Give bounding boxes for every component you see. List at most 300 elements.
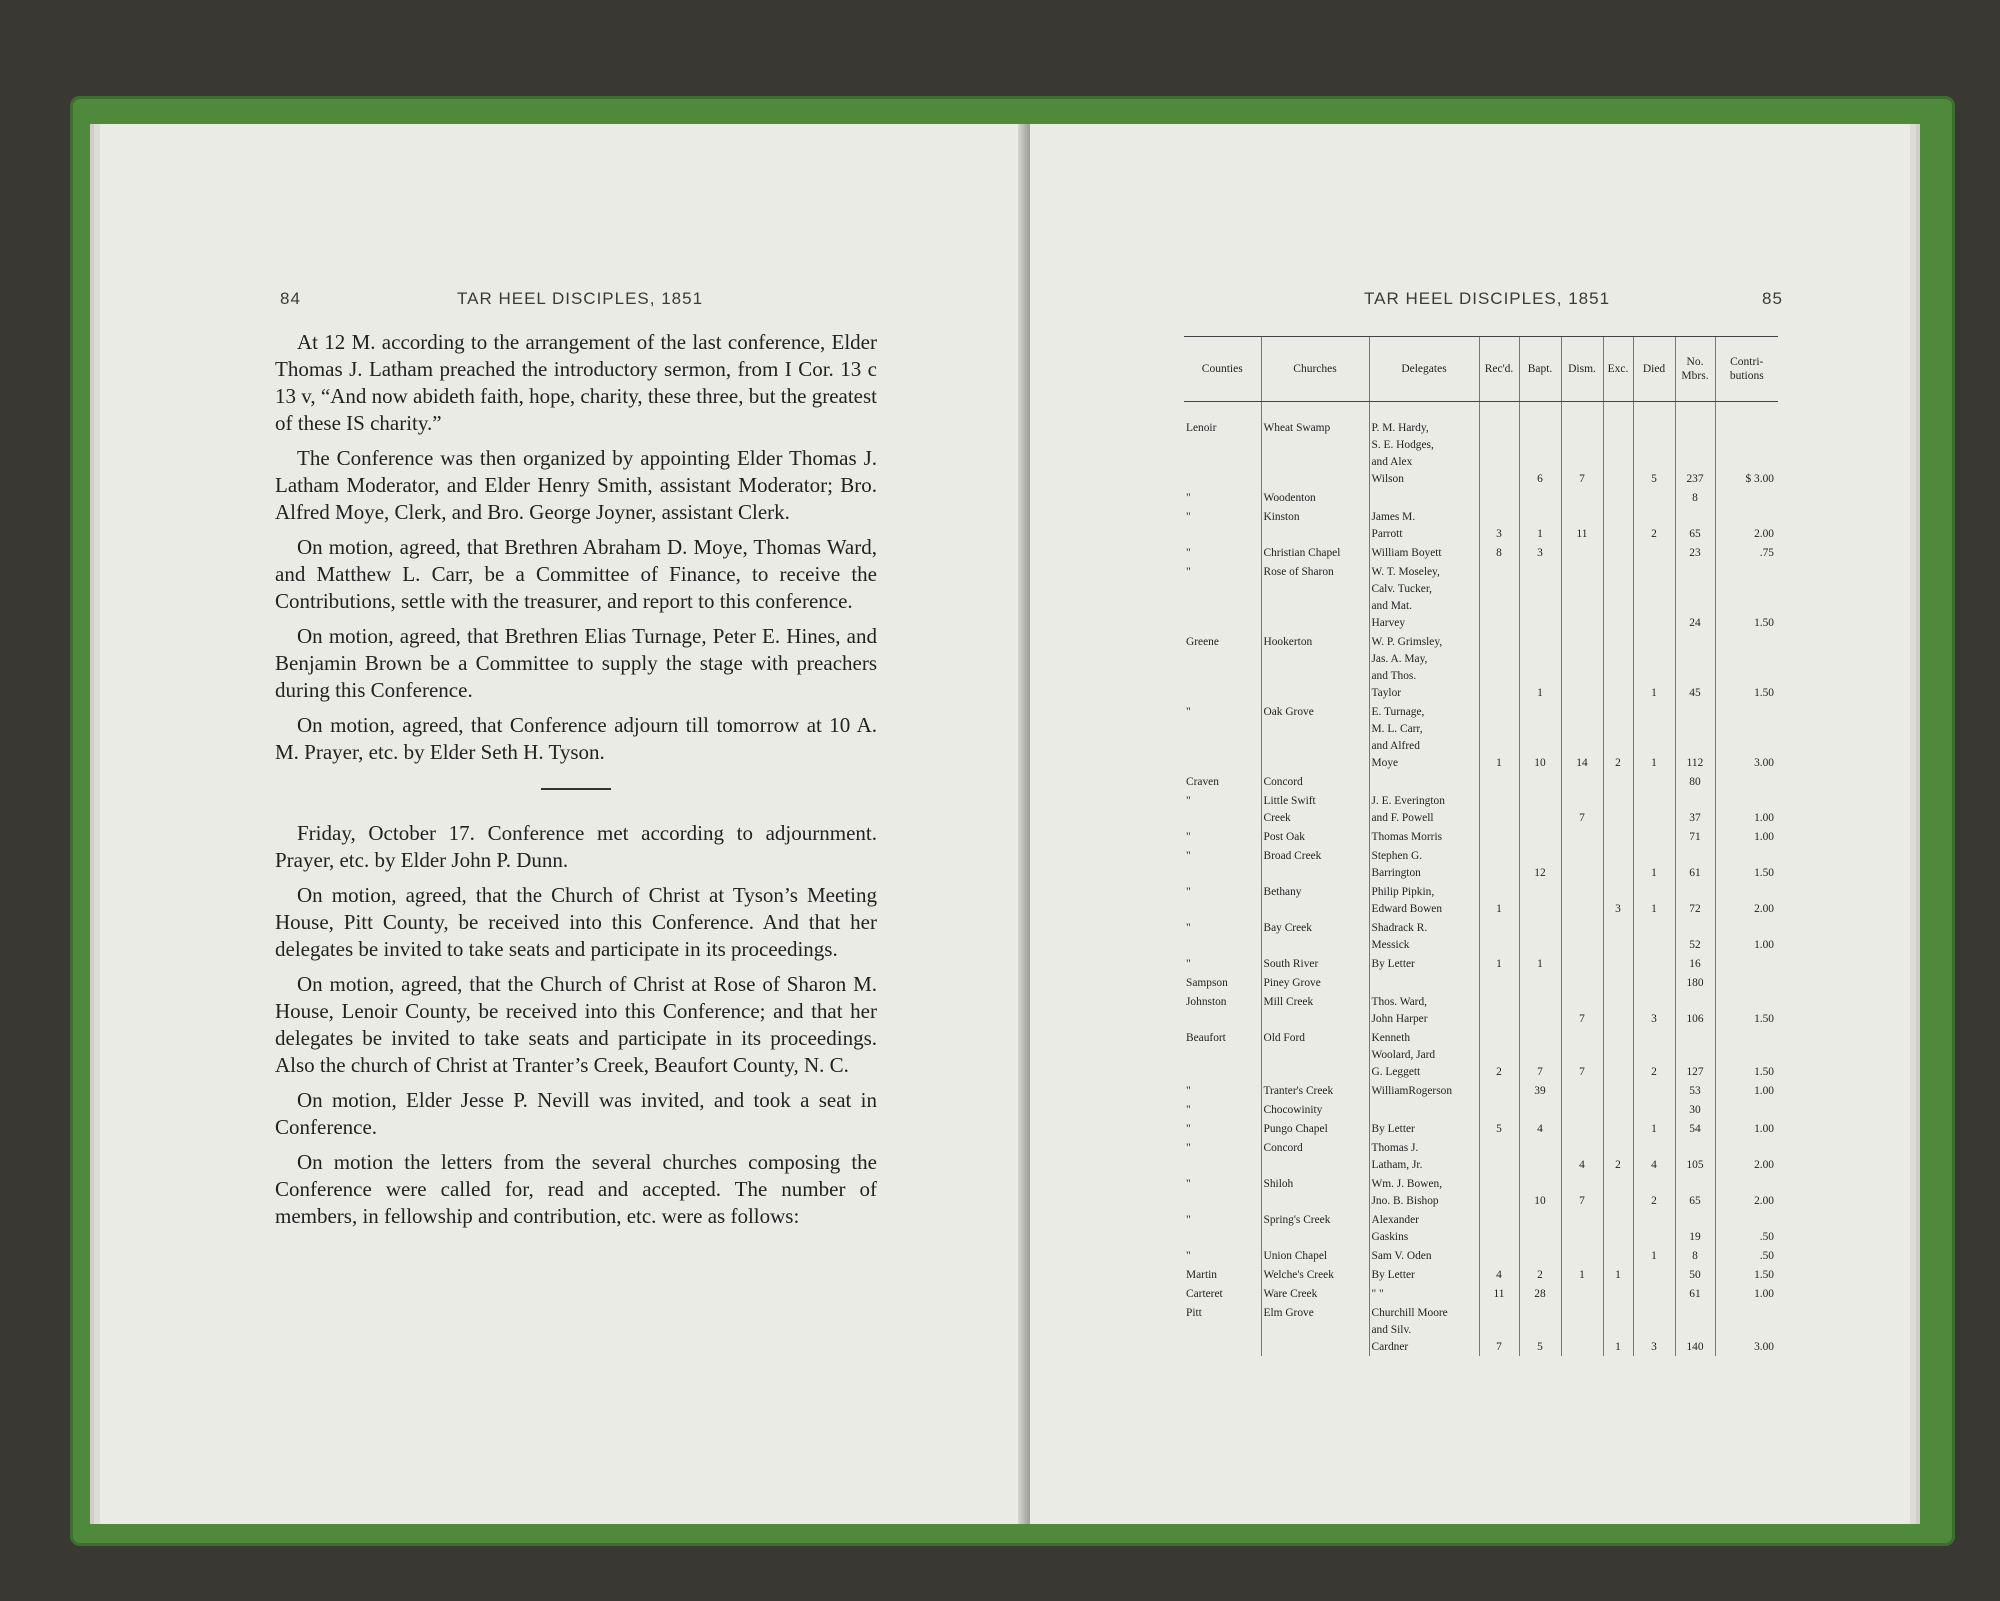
- table-cell: [1603, 791, 1633, 827]
- table-row: [1184, 1303, 1778, 1356]
- left-page: [100, 124, 1025, 1524]
- table-cell: Johnston: [1186, 996, 1227, 1008]
- table-cell: Kenneth Woolard, Jard G. Leggett: [1369, 1028, 1479, 1081]
- table-cell: By Letter: [1369, 1265, 1479, 1284]
- table-cell: 1.50: [1715, 846, 1778, 882]
- table-row: [1184, 1174, 1778, 1210]
- paragraph: On motion, agreed, that Conference adjourn till tomorrow at 10 A. M. Prayer, etc. by Elder Seth H. Tyson.: [275, 713, 877, 764]
- table-row: [1184, 507, 1778, 543]
- table-cell: ": [1186, 1085, 1191, 1097]
- table-cell: [1561, 1100, 1603, 1119]
- table-cell: 127: [1675, 1028, 1715, 1081]
- table-cell: 1.50: [1715, 562, 1778, 632]
- table-cell: 1: [1479, 882, 1519, 918]
- table-cell: [1603, 1284, 1633, 1303]
- table-cell: [1519, 992, 1561, 1028]
- table-cell: 1: [1519, 507, 1561, 543]
- table-row: [1184, 772, 1778, 791]
- table-cell: ": [1186, 511, 1191, 523]
- table-row: [1184, 918, 1778, 954]
- table-cell: 2: [1633, 507, 1675, 543]
- table-cell: ": [1186, 566, 1191, 578]
- table-cell: 106: [1675, 992, 1715, 1028]
- table-cell: 7: [1561, 1174, 1603, 1210]
- table-cell: [1633, 543, 1675, 562]
- table-cell: [1479, 1210, 1519, 1246]
- column-header: Dism.: [1561, 337, 1603, 402]
- table-cell: 237: [1675, 402, 1715, 489]
- table-cell: 112: [1675, 702, 1715, 772]
- table-cell: J. E. Everington and F. Powell: [1369, 791, 1479, 827]
- table-cell: Lenoir: [1186, 422, 1217, 434]
- table-cell: [1519, 973, 1561, 992]
- table-cell: 2.00: [1715, 1174, 1778, 1210]
- table-cell: 7: [1479, 1303, 1519, 1356]
- table-cell: [1369, 772, 1479, 791]
- table-row: [1184, 992, 1778, 1028]
- table-cell: ": [1186, 795, 1191, 807]
- table-row: [1184, 632, 1778, 702]
- table-cell: [1519, 827, 1561, 846]
- page-number-left: 84: [280, 289, 301, 308]
- table-cell: 12: [1519, 846, 1561, 882]
- table-cell: [1561, 1303, 1603, 1356]
- table-cell: 52: [1675, 918, 1715, 954]
- table-cell: 2: [1603, 1138, 1633, 1174]
- table-cell: 5: [1633, 402, 1675, 489]
- table-cell: Oak Grove: [1261, 702, 1369, 772]
- table-cell: By Letter: [1369, 1119, 1479, 1138]
- table-cell: 2: [1519, 1265, 1561, 1284]
- table-cell: Sampson: [1186, 977, 1228, 989]
- table-cell: $ 3.00: [1715, 402, 1778, 489]
- table-row: [1184, 1210, 1778, 1246]
- table-row: [1184, 1284, 1778, 1303]
- table-cell: [1715, 973, 1778, 992]
- column-header: Counties: [1184, 337, 1261, 402]
- table-cell: " ": [1369, 1284, 1479, 1303]
- table-cell: P. M. Hardy, S. E. Hodges, and Alex Wilson: [1369, 402, 1479, 489]
- table-cell: [1561, 973, 1603, 992]
- table-cell: 1.00: [1715, 791, 1778, 827]
- table-cell: 3: [1603, 882, 1633, 918]
- table-row: [1184, 1119, 1778, 1138]
- table-cell: Mill Creek: [1261, 992, 1369, 1028]
- table-cell: 19: [1675, 1210, 1715, 1246]
- table-cell: [1603, 543, 1633, 562]
- table-cell: 105: [1675, 1138, 1715, 1174]
- table-cell: 3: [1519, 543, 1561, 562]
- table-cell: 11: [1479, 1284, 1519, 1303]
- table-cell: 3.00: [1715, 702, 1778, 772]
- table-cell: [1603, 918, 1633, 954]
- table-cell: 7: [1561, 402, 1603, 489]
- table-cell: Wheat Swamp: [1261, 402, 1369, 489]
- table-cell: 7: [1561, 791, 1603, 827]
- table-cell: 1: [1519, 632, 1561, 702]
- table-cell: Broad Creek: [1261, 846, 1369, 882]
- table-cell: 1: [1633, 882, 1675, 918]
- table-cell: 65: [1675, 507, 1715, 543]
- table-cell: Post Oak: [1261, 827, 1369, 846]
- table-cell: [1519, 1246, 1561, 1265]
- table-cell: 3: [1633, 992, 1675, 1028]
- table-cell: ": [1186, 958, 1191, 970]
- table-cell: [1603, 992, 1633, 1028]
- table-row: [1184, 402, 1778, 489]
- table-cell: 7: [1561, 992, 1603, 1028]
- table-cell: 7: [1519, 1028, 1561, 1081]
- table-cell: [1519, 772, 1561, 791]
- table-cell: 80: [1675, 772, 1715, 791]
- table-cell: [1479, 1174, 1519, 1210]
- table-cell: ": [1186, 850, 1191, 862]
- column-header: Rec'd.: [1479, 337, 1519, 402]
- table-cell: [1519, 562, 1561, 632]
- table-row: [1184, 1028, 1778, 1081]
- table-cell: [1479, 772, 1519, 791]
- table-cell: [1633, 827, 1675, 846]
- table-cell: [1479, 791, 1519, 827]
- table-cell: [1479, 846, 1519, 882]
- table-cell: [1715, 954, 1778, 973]
- table-cell: [1479, 402, 1519, 489]
- table-cell: 1: [1561, 1265, 1603, 1284]
- table-cell: 5: [1479, 1119, 1519, 1138]
- table-cell: 65: [1675, 1174, 1715, 1210]
- table-cell: [1479, 488, 1519, 507]
- table-row: [1184, 702, 1778, 772]
- table-cell: [1561, 954, 1603, 973]
- church-statistics-table: [1184, 336, 1778, 1356]
- table-cell: [1561, 632, 1603, 702]
- table-cell: [1479, 1100, 1519, 1119]
- table-cell: 11: [1561, 507, 1603, 543]
- table-cell: ": [1186, 1250, 1191, 1262]
- table-cell: 180: [1675, 973, 1715, 992]
- table-row: [1184, 1138, 1778, 1174]
- table-cell: [1603, 827, 1633, 846]
- table-row: [1184, 1265, 1778, 1284]
- table-cell: Sam V. Oden: [1369, 1246, 1479, 1265]
- table-cell: [1603, 1028, 1633, 1081]
- table-row: [1184, 562, 1778, 632]
- table-cell: [1561, 1081, 1603, 1100]
- table-cell: [1633, 1100, 1675, 1119]
- table-cell: [1369, 1100, 1479, 1119]
- table-cell: [1603, 1100, 1633, 1119]
- table-cell: [1479, 632, 1519, 702]
- table-cell: Stephen G. Barrington: [1369, 846, 1479, 882]
- table-cell: [1519, 488, 1561, 507]
- column-header: Bapt.: [1519, 337, 1561, 402]
- table-cell: 72: [1675, 882, 1715, 918]
- table-cell: [1603, 562, 1633, 632]
- table-cell: Spring's Creek: [1261, 1210, 1369, 1246]
- table-cell: WilliamRogerson: [1369, 1081, 1479, 1100]
- table-cell: [1633, 488, 1675, 507]
- table-cell: 1: [1479, 702, 1519, 772]
- table-cell: Pungo Chapel: [1261, 1119, 1369, 1138]
- table-cell: [1715, 488, 1778, 507]
- table-cell: 3.00: [1715, 1303, 1778, 1356]
- table-cell: Elm Grove: [1261, 1303, 1369, 1356]
- table-cell: [1603, 772, 1633, 791]
- table-cell: Carteret: [1186, 1288, 1223, 1300]
- table-cell: Kinston: [1261, 507, 1369, 543]
- paragraph: On motion, agreed, that Brethren Abraham D. Moye, Thomas Ward, and Matthew L. Carr, be a Committee of Finance, to receive the Contributions, settle with the treasurer, and report to this conference.: [275, 535, 877, 613]
- table-cell: Bethany: [1261, 882, 1369, 918]
- table-cell: Thomas J. Latham, Jr.: [1369, 1138, 1479, 1174]
- table-cell: 1.00: [1715, 827, 1778, 846]
- table-cell: 8: [1675, 488, 1715, 507]
- table-cell: 7: [1561, 1028, 1603, 1081]
- table-cell: 4: [1479, 1265, 1519, 1284]
- table-cell: 2.00: [1715, 507, 1778, 543]
- table-cell: Greene: [1186, 636, 1219, 648]
- table-cell: 1: [1633, 702, 1675, 772]
- table-cell: [1633, 973, 1675, 992]
- table-row: [1184, 1081, 1778, 1100]
- table-cell: [1603, 1210, 1633, 1246]
- paragraph: On motion, agreed, that Brethren Elias Turnage, Peter E. Hines, and Benjamin Brown be a Committee to supply the stage with preachers during this Conference.: [275, 624, 877, 702]
- table-cell: South River: [1261, 954, 1369, 973]
- paragraph: On motion, agreed, that the Church of Christ at Tyson’s Meeting House, Pitt County, be received into this Conference. And that her delegates be invited to take seats and participate in its proceedings.: [275, 883, 877, 961]
- table-cell: 1: [1603, 1303, 1633, 1356]
- paragraph: Friday, October 17. Conference met according to adjournment. Prayer, etc. by Elder John P. Dunn.: [275, 821, 877, 872]
- running-head-left: TAR HEEL DISCIPLES, 1851: [457, 289, 704, 308]
- table-cell: By Letter: [1369, 954, 1479, 973]
- table-cell: E. Turnage, M. L. Carr, and Alfred Moye: [1369, 702, 1479, 772]
- table-cell: 1.50: [1715, 992, 1778, 1028]
- table-cell: 140: [1675, 1303, 1715, 1356]
- table-cell: [1561, 882, 1603, 918]
- table-cell: 2.00: [1715, 882, 1778, 918]
- left-body-text: [275, 329, 877, 1238]
- table-cell: 1: [1633, 632, 1675, 702]
- table-cell: [1519, 1210, 1561, 1246]
- table-cell: Hookerton: [1261, 632, 1369, 702]
- table-cell: 23: [1675, 543, 1715, 562]
- table-cell: [1603, 1081, 1633, 1100]
- table-cell: Union Chapel: [1261, 1246, 1369, 1265]
- paragraph: On motion, agreed, that the Church of Christ at Rose of Sharon M. House, Lenoir County, be received into this Conference; and that her delegates be invited to take seats and participate in its proceedings. Also the church of Christ at Tranter’s Creek, Beaufort County, N. C.: [275, 972, 877, 1077]
- table-cell: Concord: [1261, 772, 1369, 791]
- table-cell: 1: [1519, 954, 1561, 973]
- paragraph: The Conference was then organized by appointing Elder Thomas J. Latham Moderator, and Elder Henry Smith, assistant Moderator; Bro. Alfred Moye, Clerk, and Bro. George Joyner, assistant Clerk.: [275, 446, 877, 524]
- table-cell: [1561, 1210, 1603, 1246]
- table-cell: .75: [1715, 543, 1778, 562]
- table-cell: 1: [1633, 1246, 1675, 1265]
- table-cell: Craven: [1186, 776, 1219, 788]
- table-cell: [1479, 1138, 1519, 1174]
- table-cell: [1633, 918, 1675, 954]
- table-cell: 10: [1519, 1174, 1561, 1210]
- table-cell: [1633, 1265, 1675, 1284]
- section-divider: [541, 788, 611, 790]
- table-cell: 28: [1519, 1284, 1561, 1303]
- table-cell: [1603, 846, 1633, 882]
- table-cell: 1: [1633, 1119, 1675, 1138]
- table-cell: [1561, 1284, 1603, 1303]
- table-cell: Thos. Ward, John Harper: [1369, 992, 1479, 1028]
- table-cell: 1.00: [1715, 1081, 1778, 1100]
- table-cell: ": [1186, 706, 1191, 718]
- table-cell: 24: [1675, 562, 1715, 632]
- table-cell: Alexander Gaskins: [1369, 1210, 1479, 1246]
- table-cell: [1603, 1119, 1633, 1138]
- page-number-right: 85: [1762, 289, 1783, 308]
- table-cell: [1603, 954, 1633, 973]
- table-cell: [1633, 1210, 1675, 1246]
- table-cell: [1479, 1246, 1519, 1265]
- table-cell: 5: [1519, 1303, 1561, 1356]
- table-cell: 6: [1519, 402, 1561, 489]
- table-cell: Martin: [1186, 1269, 1218, 1281]
- table-cell: .50: [1715, 1210, 1778, 1246]
- table-cell: Beaufort: [1186, 1032, 1226, 1044]
- table-cell: 16: [1675, 954, 1715, 973]
- table-cell: [1561, 1246, 1603, 1265]
- table-cell: Little Swift Creek: [1261, 791, 1369, 827]
- table-cell: [1715, 772, 1778, 791]
- table-cell: [1369, 488, 1479, 507]
- table-cell: 45: [1675, 632, 1715, 702]
- table-row: [1184, 882, 1778, 918]
- table-cell: [1603, 632, 1633, 702]
- table-cell: Woodenton: [1261, 488, 1369, 507]
- table-cell: [1519, 918, 1561, 954]
- table-cell: 3: [1633, 1303, 1675, 1356]
- table-cell: [1603, 973, 1633, 992]
- table-cell: 2: [1479, 1028, 1519, 1081]
- table-cell: 37: [1675, 791, 1715, 827]
- table-cell: Rose of Sharon: [1261, 562, 1369, 632]
- table-row: [1184, 488, 1778, 507]
- table-cell: [1369, 973, 1479, 992]
- table-cell: Shadrack R. Messick: [1369, 918, 1479, 954]
- table-row: [1184, 543, 1778, 562]
- table-cell: [1561, 772, 1603, 791]
- table-cell: ": [1186, 886, 1191, 898]
- table-cell: 39: [1519, 1081, 1561, 1100]
- table-cell: 53: [1675, 1081, 1715, 1100]
- column-header: No. Mbrs.: [1675, 337, 1715, 402]
- table-cell: 50: [1675, 1265, 1715, 1284]
- table-cell: ": [1186, 1104, 1191, 1116]
- table-cell: ": [1186, 1178, 1191, 1190]
- table-cell: [1603, 488, 1633, 507]
- table-cell: 8: [1675, 1246, 1715, 1265]
- table-row: [1184, 1100, 1778, 1119]
- column-header: Contri- butions: [1715, 337, 1778, 402]
- table-cell: [1479, 918, 1519, 954]
- table-cell: [1561, 918, 1603, 954]
- column-header: Died: [1633, 337, 1675, 402]
- table-cell: Ware Creek: [1261, 1284, 1369, 1303]
- table-cell: [1519, 1100, 1561, 1119]
- column-header: Churches: [1261, 337, 1369, 402]
- table-cell: [1603, 1246, 1633, 1265]
- table-cell: [1479, 1081, 1519, 1100]
- table-cell: [1519, 1138, 1561, 1174]
- table-cell: [1633, 791, 1675, 827]
- table-cell: [1603, 402, 1633, 489]
- table-row: [1184, 827, 1778, 846]
- table-cell: 1: [1633, 846, 1675, 882]
- table-cell: [1479, 992, 1519, 1028]
- table-cell: Wm. J. Bowen, Jno. B. Bishop: [1369, 1174, 1479, 1210]
- table-cell: 1.50: [1715, 1028, 1778, 1081]
- table-cell: ": [1186, 492, 1191, 504]
- table-cell: Old Ford: [1261, 1028, 1369, 1081]
- table-cell: [1603, 1174, 1633, 1210]
- table-cell: 30: [1675, 1100, 1715, 1119]
- table-cell: W. P. Grimsley, Jas. A. May, and Thos. Taylor: [1369, 632, 1479, 702]
- table-cell: 4: [1561, 1138, 1603, 1174]
- table-cell: William Boyett: [1369, 543, 1479, 562]
- table-cell: [1479, 827, 1519, 846]
- table-row: [1184, 1246, 1778, 1265]
- table-cell: 2.00: [1715, 1138, 1778, 1174]
- table-cell: Welche's Creek: [1261, 1265, 1369, 1284]
- table-cell: 1: [1603, 1265, 1633, 1284]
- table-cell: 8: [1479, 543, 1519, 562]
- table-cell: [1519, 791, 1561, 827]
- table-cell: 4: [1633, 1138, 1675, 1174]
- table-cell: Piney Grove: [1261, 973, 1369, 992]
- table-cell: 1.50: [1715, 632, 1778, 702]
- table-cell: [1561, 846, 1603, 882]
- table-cell: [1561, 488, 1603, 507]
- table-cell: 1: [1479, 954, 1519, 973]
- table-cell: 1.00: [1715, 1119, 1778, 1138]
- table-cell: [1633, 772, 1675, 791]
- column-header: Delegates: [1369, 337, 1479, 402]
- table-cell: James M. Parrott: [1369, 507, 1479, 543]
- table-row: [1184, 846, 1778, 882]
- table-cell: 14: [1561, 702, 1603, 772]
- table-cell: 2: [1603, 702, 1633, 772]
- table-row: [1184, 973, 1778, 992]
- table-cell: 1.00: [1715, 918, 1778, 954]
- table-cell: 71: [1675, 827, 1715, 846]
- table-cell: [1519, 882, 1561, 918]
- table-row: [1184, 791, 1778, 827]
- table-cell: [1561, 543, 1603, 562]
- table-cell: [1633, 1081, 1675, 1100]
- paragraph: On motion, Elder Jesse P. Nevill was invited, and took a seat in Conference.: [275, 1088, 877, 1139]
- right-page: [1030, 124, 1910, 1524]
- table-cell: ": [1186, 922, 1191, 934]
- table-cell: 3: [1479, 507, 1519, 543]
- table-cell: Churchill Moore and Silv. Cardner: [1369, 1303, 1479, 1356]
- table-cell: ": [1186, 547, 1191, 559]
- table-cell: Bay Creek: [1261, 918, 1369, 954]
- table-cell: 1.50: [1715, 1265, 1778, 1284]
- table-cell: 2: [1633, 1174, 1675, 1210]
- table-cell: [1603, 507, 1633, 543]
- table-cell: Thomas Morris: [1369, 827, 1479, 846]
- table-cell: Pitt: [1186, 1307, 1202, 1319]
- table-cell: Shiloh: [1261, 1174, 1369, 1210]
- paragraph: On motion the letters from the several churches composing the Conference were called for, read and accepted. The number of members, in fellowship and contribution, etc. were as follows:: [275, 1150, 877, 1228]
- table-cell: W. T. Moseley, Calv. Tucker, and Mat. Harvey: [1369, 562, 1479, 632]
- table-cell: ": [1186, 831, 1191, 843]
- running-head-right: TAR HEEL DISCIPLES, 1851: [1364, 289, 1611, 308]
- table-cell: [1479, 973, 1519, 992]
- paragraph: At 12 M. according to the arrangement of the last conference, Elder Thomas J. Latham preached the introductory sermon, from I Cor. 13 c 13 v, “And now abideth faith, hope, charity, these three, but the greatest of these IS charity.”: [275, 330, 877, 435]
